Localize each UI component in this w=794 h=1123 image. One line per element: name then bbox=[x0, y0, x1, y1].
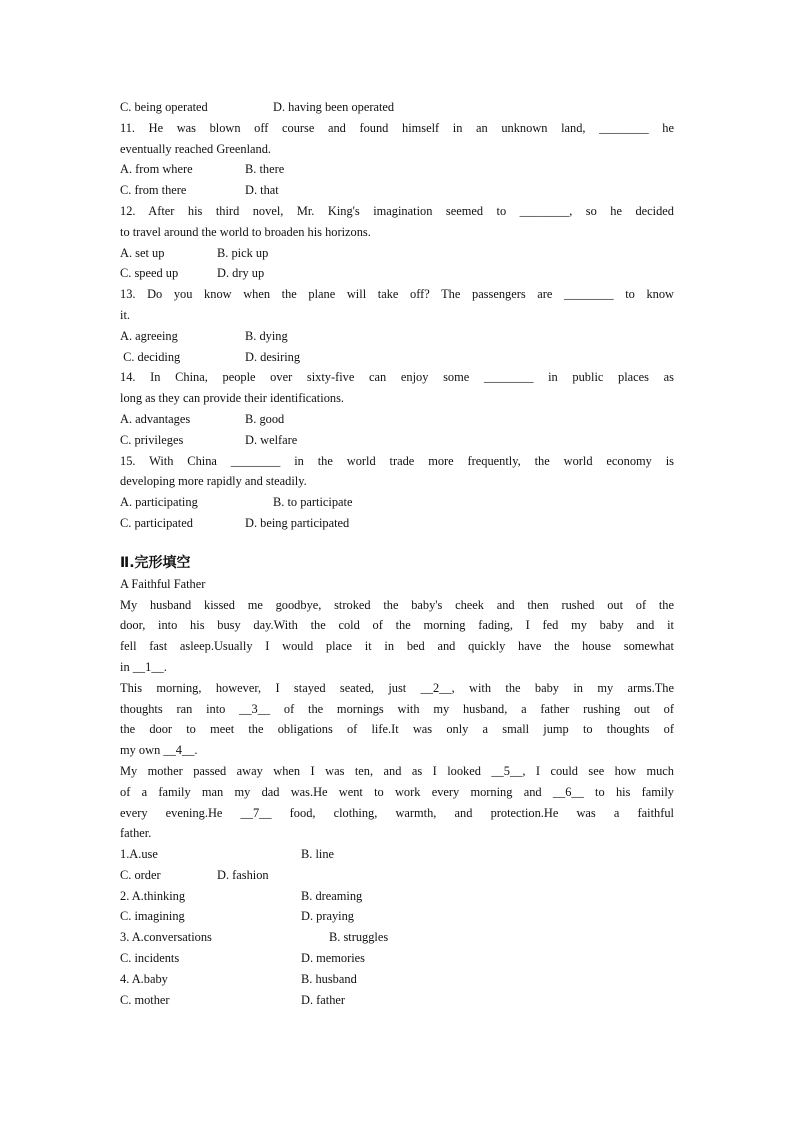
passage-p1-line2: door, into his busy day.With the cold of the morning fading, I fed my baby and it bbox=[120, 618, 674, 633]
cloze-q3-option-c: C. incidents bbox=[120, 951, 180, 966]
q12-stem-line1: 12. After his third novel, Mr. King's imagination seemed to ________, so he decided bbox=[120, 203, 674, 218]
cloze-q4-option-a: 4. A.baby bbox=[120, 971, 168, 986]
cloze-q1-option-c: C. order bbox=[120, 867, 161, 882]
cloze-q2-options-cd bbox=[120, 906, 674, 927]
passage-p3-line1: My mother passed away when I was ten, and as I looked __5__, I could see how much bbox=[120, 763, 674, 778]
q14-options-cd bbox=[120, 430, 674, 451]
passage-p2-line1: This morning, however, I stayed seated, just __2__, with the baby in my arms.The bbox=[120, 680, 674, 695]
q14-option-d: D. welfare bbox=[245, 432, 298, 447]
q15-stem-line2: developing more rapidly and steadily. bbox=[120, 474, 307, 489]
document-content bbox=[120, 97, 674, 1010]
q15-options-cd bbox=[120, 513, 674, 534]
q14-option-a: A. advantages bbox=[120, 411, 191, 426]
q12-option-d: D. dry up bbox=[217, 266, 265, 281]
q15-option-c: C. participated bbox=[120, 515, 193, 530]
q15-option-a: A. participating bbox=[120, 495, 198, 510]
q14-stem-line2: long as they can provide their identifications. bbox=[120, 391, 344, 406]
q15-option-d: D. being participated bbox=[245, 515, 350, 530]
q11-stem-line2: eventually reached Greenland. bbox=[120, 141, 272, 156]
cloze-q3-option-b: B. struggles bbox=[329, 930, 389, 945]
cloze-q2-option-b: B. dreaming bbox=[301, 888, 363, 903]
q13-options-cd bbox=[120, 347, 674, 368]
q15-stem-line1: 15. With China ________ in the world trade more frequently, the world economy is bbox=[120, 453, 674, 468]
q14-options-ab bbox=[120, 409, 674, 430]
cloze-q1-option-d: D. fashion bbox=[217, 867, 269, 882]
q14-option-b: B. good bbox=[245, 411, 285, 426]
cloze-q4-option-c: C. mother bbox=[120, 992, 170, 1007]
q12-options-ab bbox=[120, 243, 674, 264]
passage-p2-line4: my own __4__. bbox=[120, 743, 198, 758]
passage-p3-line4: father. bbox=[120, 826, 152, 841]
cloze-q4-options-cd bbox=[120, 990, 674, 1011]
cloze-q2-option-a: 2. A.thinking bbox=[120, 888, 186, 903]
cloze-q1-options-cd bbox=[120, 865, 674, 886]
cloze-q1-option-b: B. line bbox=[301, 847, 335, 862]
cloze-q2-option-d: D. praying bbox=[301, 909, 354, 924]
cloze-q1-option-a: 1.A.use bbox=[120, 847, 158, 862]
passage-p1-line4: in __1__. bbox=[120, 659, 167, 674]
q10-option-d: D. having been operated bbox=[273, 100, 395, 114]
q12-options-cd bbox=[120, 263, 674, 284]
q11-options-cd bbox=[120, 180, 674, 201]
passage-p1-line1: My husband kissed me goodbye, stroked the baby's cheek and then rushed out of the bbox=[120, 597, 674, 612]
q15-option-b: B. to participate bbox=[273, 495, 353, 510]
q10-options-cd bbox=[120, 97, 674, 118]
cloze-q4-option-b: B. husband bbox=[301, 971, 357, 986]
q14-stem-line1: 14. In China, people over sixty-five can enjoy some ________ in public places as bbox=[120, 370, 674, 385]
q10-option-c: C. being operated bbox=[120, 100, 208, 114]
cloze-q2-options-ab bbox=[120, 886, 674, 907]
cloze-q3-options-ab bbox=[120, 927, 674, 948]
q13-stem-line2: it. bbox=[120, 307, 130, 322]
cloze-q4-options-ab bbox=[120, 969, 674, 990]
q13-option-a: A. agreeing bbox=[120, 328, 178, 343]
q13-option-d: D. desiring bbox=[245, 349, 301, 364]
passage-p3-line2: of a family man my dad was.He went to work every morning and __6__ to his family bbox=[120, 784, 674, 799]
q11-option-c: C. from there bbox=[120, 183, 187, 198]
cloze-q2-option-c: C. imagining bbox=[120, 909, 185, 924]
q13-stem-line1: 13. Do you know when the plane will take off? The passengers are ________ to know bbox=[120, 287, 674, 302]
q11-option-b: B. there bbox=[245, 162, 285, 177]
q11-options-ab bbox=[120, 159, 674, 180]
passage-p2-line2: thoughts ran into __3__ of the mornings with my husband, a father rushing out of bbox=[120, 701, 674, 716]
q12-option-c: C. speed up bbox=[120, 266, 179, 281]
passage-p3-line3: every evening.He __7__ food, clothing, warmth, and protection.He was a faithful bbox=[120, 805, 674, 820]
q11-stem-line1: 11. He was blown off course and found himself in an unknown land, ________ he bbox=[120, 120, 674, 135]
q11-option-d: D. that bbox=[245, 183, 279, 198]
cloze-q3-options-cd bbox=[120, 948, 674, 969]
passage-p1-line3: fell fast asleep.Usually I would place it in bed and quickly have the house somewhat bbox=[120, 639, 674, 654]
q13-option-b: B. dying bbox=[245, 328, 288, 343]
passage-p2-line3: the door to meet the obligations of life.It was only a small jump to thoughts of bbox=[120, 722, 674, 737]
q14-option-c: C. privileges bbox=[120, 432, 184, 447]
q15-options-ab bbox=[120, 492, 674, 513]
cloze-q3-option-a: 3. A.conversations bbox=[120, 930, 212, 945]
cloze-q3-option-d: D. memories bbox=[301, 951, 366, 966]
q12-option-b: B. pick up bbox=[217, 245, 269, 260]
q13-option-c: C. deciding bbox=[120, 349, 181, 364]
cloze-q1-options-ab bbox=[120, 844, 674, 865]
q11-option-a: A. from where bbox=[120, 162, 193, 177]
passage-title: A Faithful Father bbox=[120, 576, 206, 591]
q13-options-ab bbox=[120, 326, 674, 347]
q12-stem-line2: to travel around the world to broaden his horizons. bbox=[120, 224, 371, 239]
cloze-q4-option-d: D. father bbox=[301, 992, 346, 1007]
section-heading: Ⅱ.完形填空 bbox=[120, 554, 191, 571]
q12-option-a: A. set up bbox=[120, 245, 165, 260]
